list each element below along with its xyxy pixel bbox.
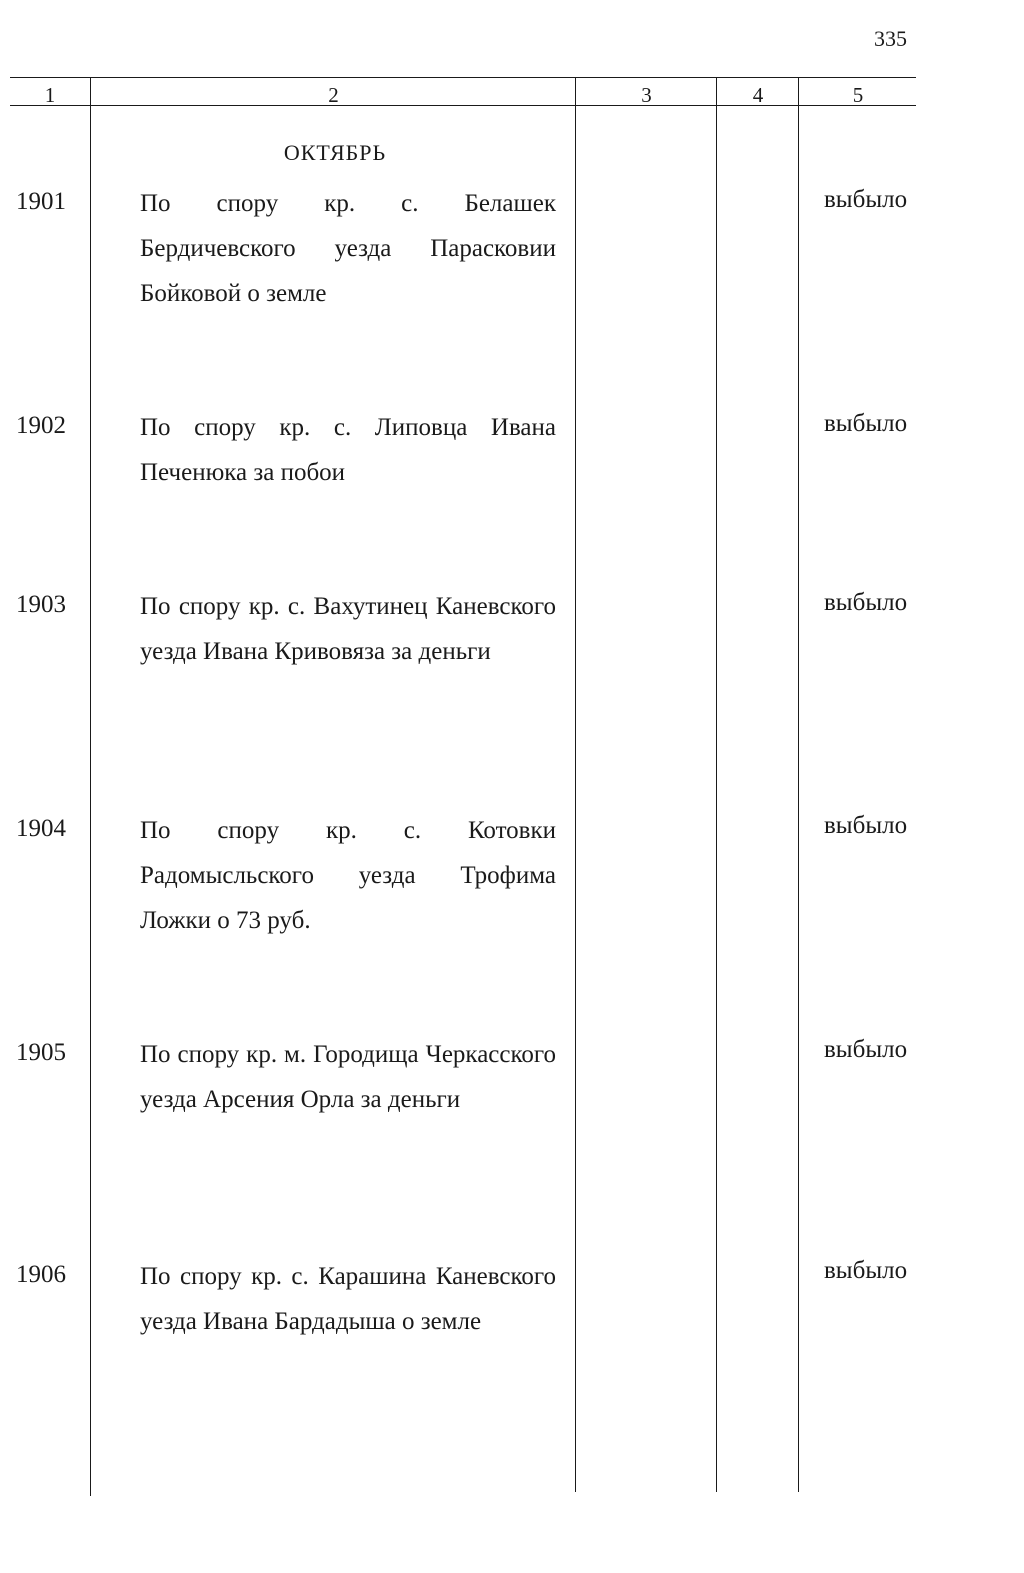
entry-status: выбыло [824, 589, 908, 616]
column-divider-1 [90, 78, 91, 1496]
entry-description: По спору кр. с. Белашек Бердичевского уезда Парасковии Бойковой о земле [140, 190, 556, 307]
entry-status: выбыло [824, 186, 908, 213]
entry-status: выбыло [824, 410, 908, 437]
page-number: 335 [874, 26, 907, 51]
month-heading: ОКТЯБРЬ [283, 140, 387, 165]
entry-description: По спору кр. с. Липовца Ивана Печенюка за побои [140, 414, 556, 486]
table-top-border [10, 77, 916, 78]
entry-number: 1901 [16, 188, 66, 215]
entry-description: По спору кр. с. Карашина Каневского уезда Ивана Бардадыша о земле [140, 1263, 556, 1335]
entry-number: 1903 [16, 591, 66, 618]
column-divider-2 [575, 78, 576, 1492]
entry-status: выбыло [824, 1036, 908, 1063]
entry-number: 1905 [16, 1039, 66, 1066]
column-divider-4 [798, 78, 799, 1492]
column-number-5: 5 [852, 83, 864, 107]
column-divider-3 [716, 78, 717, 1492]
entry-description: По спору кр. м. Городища Черкасского уезда Арсения Орла за деньги [140, 1041, 556, 1113]
column-number-1: 1 [44, 83, 56, 107]
column-number-2: 2 [328, 83, 339, 107]
column-number-3: 3 [641, 83, 652, 107]
entry-number: 1906 [16, 1261, 66, 1288]
entry-number: 1904 [16, 815, 66, 842]
entry-description: По спору кр. с. Вахутинец Каневского уезда Ивана Кривовяза за деньги [140, 593, 556, 665]
column-number-4: 4 [752, 83, 764, 107]
entry-status: выбыло [824, 1257, 908, 1284]
entry-description: По спору кр. с. Котовки Радомысльского уезда Трофима Ложки о 73 руб. [140, 817, 556, 934]
entry-status: выбыло [824, 812, 908, 839]
entry-number: 1902 [16, 412, 66, 439]
